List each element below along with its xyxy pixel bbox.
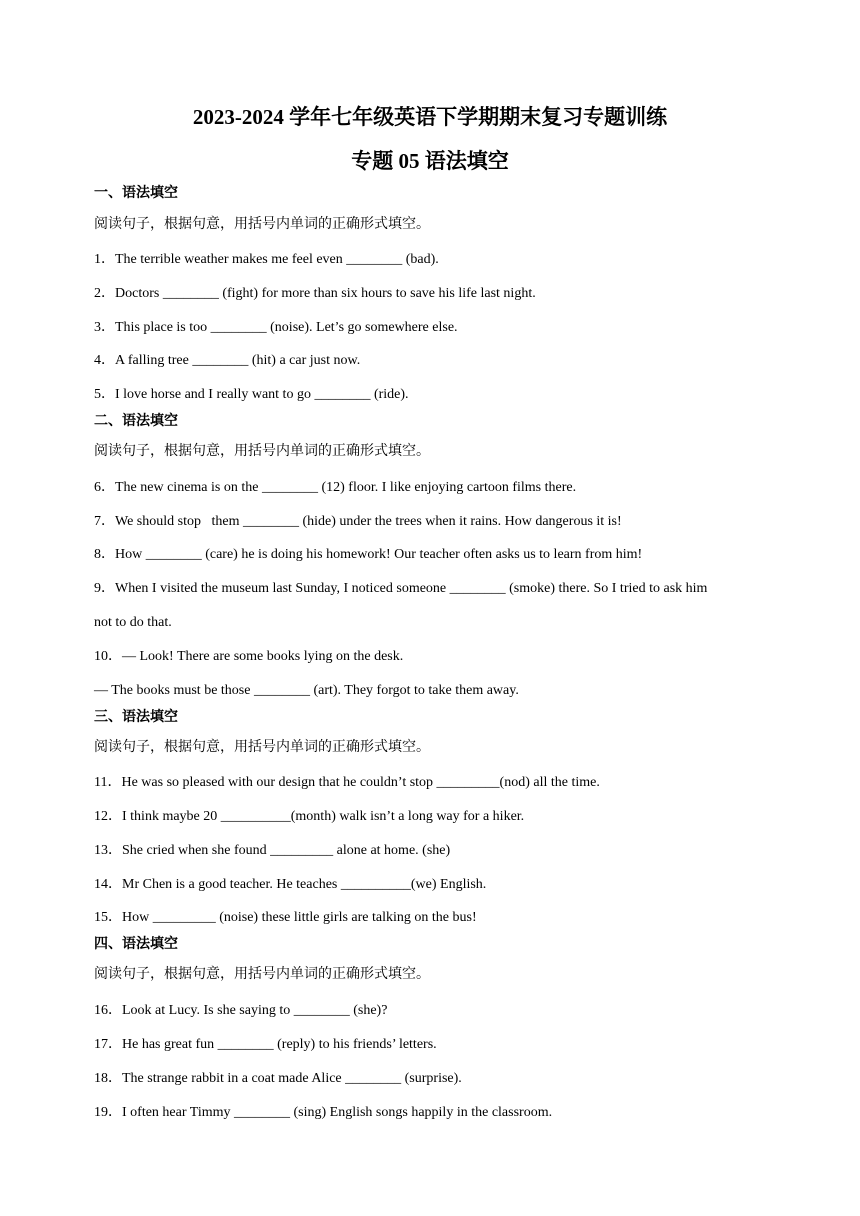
question-14: 14．Mr Chen is a good teacher. He teaches __________(we) English. bbox=[94, 877, 487, 892]
question-1: 1．The terrible weather makes me feel even ________ (bad). bbox=[94, 252, 439, 267]
question-12: 12．I think maybe 20 __________(month) walk isn’t a long way for a hiker. bbox=[94, 809, 525, 824]
question-16: 16．Look at Lucy. Is she saying to ________ (she)? bbox=[94, 1003, 388, 1018]
section-1-heading: 一、语法填空 bbox=[94, 185, 178, 201]
question-6: 6．The new cinema is on the ________ (12) floor. I like enjoying cartoon films there. bbox=[94, 480, 577, 495]
question-17: 17．He has great fun ________ (reply) to his friends’ letters. bbox=[94, 1037, 437, 1052]
section-2-instruction: 阅读句子，根据句意，用括号内单词的正确形式填空。 bbox=[94, 443, 430, 459]
section-2-heading: 二、语法填空 bbox=[94, 413, 178, 429]
document-title: 2023-2024 学年七年级英语下学期期末复习专题训练 bbox=[192, 105, 668, 129]
question-9-continuation: not to do that. bbox=[94, 615, 172, 630]
question-13: 13．She cried when she found _________ alone at home. (she) bbox=[94, 843, 451, 858]
question-15: 15．How _________ (noise) these little girls are talking on the bus! bbox=[94, 910, 477, 925]
question-19: 19．I often hear Timmy ________ (sing) English songs happily in the classroom. bbox=[94, 1105, 553, 1120]
question-5: 5．I love horse and I really want to go ________ (ride). bbox=[94, 387, 409, 402]
document-subtitle: 专题 05 语法填空 bbox=[351, 149, 509, 173]
question-11: 11．He was so pleased with our design that he couldn’t stop _________(nod) all the time. bbox=[94, 775, 600, 790]
section-3-heading: 三、语法填空 bbox=[94, 709, 178, 725]
question-18: 18．The strange rabbit in a coat made Alice ________ (surprise). bbox=[94, 1071, 462, 1086]
section-4-instruction: 阅读句子，根据句意，用括号内单词的正确形式填空。 bbox=[94, 966, 430, 982]
question-10-reply: — The books must be those ________ (art). They forgot to take them away. bbox=[94, 683, 519, 698]
question-4: 4．A falling tree ________ (hit) a car just now. bbox=[94, 353, 361, 368]
section-3-instruction: 阅读句子，根据句意，用括号内单词的正确形式填空。 bbox=[94, 739, 430, 755]
question-7: 7．We should stop them ________ (hide) under the trees when it rains. How dangerous it is! bbox=[94, 514, 622, 529]
question-9: 9．When I visited the museum last Sunday, I noticed someone ________ (smoke) there. So I tried to ask him bbox=[94, 581, 708, 596]
question-2: 2．Doctors ________ (fight) for more than six hours to save his life last night. bbox=[94, 286, 536, 301]
question-8: 8．How ________ (care) he is doing his homework! Our teacher often asks us to learn from him! bbox=[94, 547, 643, 562]
section-4-heading: 四、语法填空 bbox=[94, 936, 178, 952]
question-3: 3．This place is too ________ (noise). Let’s go somewhere else. bbox=[94, 320, 458, 335]
section-1-instruction: 阅读句子，根据句意，用括号内单词的正确形式填空。 bbox=[94, 216, 430, 232]
question-10: 10．— Look! There are some books lying on the desk. bbox=[94, 649, 404, 664]
